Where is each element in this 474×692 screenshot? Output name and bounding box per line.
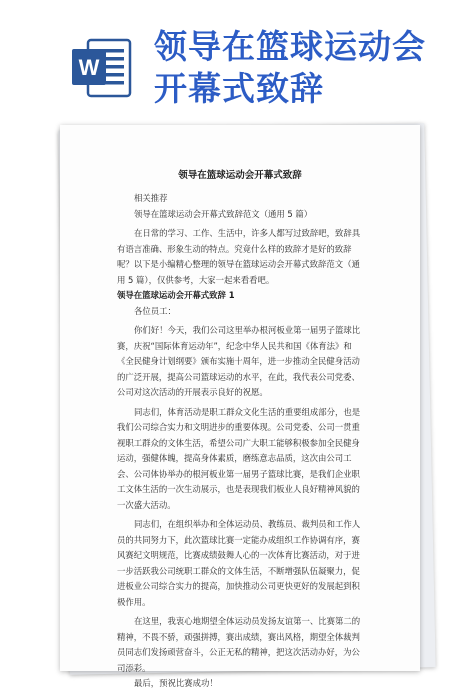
header-title — [154, 26, 426, 110]
body-paragraph: 同志们，体育活动是职工群众文化生活的重要组成部分，也是我们公司综合实力和文明进步的重要体现。公司党委、公司一贯重视职工群众的文体生活，希望公司广大职工能够积极参加全民健身运动，强健体魄，提高身体素质，磨练意志品质，这次由公司工会、公司体协举办的根河板业第一届男子篮球比赛，是我们企业职工文体生活的一次生动展示，也是表现我们板业人良好精神风貌的一次盛大活动。 — [117, 406, 361, 510]
body-paragraph: 你们好！今天，我们公司这里举办根河板业第一届男子篮球比赛，庆祝“国际体育运动年”，纪念中华人民共和国《体育法》和《全民健身计划纲要》颁布实施十周年，进一步推动全民健身活动的广泛开展，提高公司篮球运动的水平，在此，我代表公司党委、公司对这次活动的开展表示良好的祝愿。 — [117, 325, 361, 397]
header-title-line-1: 领导在篮球运动会 — [154, 27, 426, 66]
document-body — [117, 191, 365, 692]
svg-text:W: W — [78, 55, 100, 80]
document-page — [60, 125, 420, 688]
section-heading: 领导在篮球运动会开幕式致辞 1 — [117, 290, 235, 300]
intro-paragraph: 在日常的学习、工作、生活中，许多人都写过致辞吧，致辞具有语言准确、形象生动的特点。究竟什么样的致辞才是好的致辞呢？以下是小编精心整理的领导在篮球运动会开幕式致辞范文（通用 5 篇），仅供参考，大家一起来看看吧。 — [117, 228, 361, 285]
body-paragraph: 在这里，我衷心地期望全体运动员发扬友谊第一、比赛第二的精神，不畏不骄，顽强拼搏，赛出成绩，赛出风格，期望全体裁判员同志们发扬顽营奋斗，公正无私的精神，把这次活动办好，为公司添彩。 — [117, 616, 361, 673]
related-label: 相关推荐 — [134, 193, 168, 203]
salutation: 各位员工： — [134, 305, 176, 316]
body-paragraph: 同志们，在组织举办和全体运动员、教练员、裁判员和工作人员的共同努力下，此次篮球比赛一定能办成组织工作协调有序，赛风赛纪文明规范，比赛成绩鼓舞人心的一次体育比赛活动，对于进一步活跃我公司统职工群众的文体生活，不断增强队伍凝聚力，促进板业公司综合实力的提高，加快推动公司更快更好的发展起到积极作用。 — [117, 519, 361, 607]
document-title: 领导在篮球运动会开幕式致辞 — [178, 170, 302, 181]
header-title-line-2: 开幕式致辞 — [154, 69, 324, 108]
related-link[interactable]: 领导在篮球运动会开幕式致辞范文（通用 5 篇） — [134, 208, 313, 219]
word-document-icon — [70, 36, 134, 100]
body-paragraph: 最后，预祝比赛成功！ — [134, 678, 218, 688]
header-banner — [0, 0, 474, 120]
